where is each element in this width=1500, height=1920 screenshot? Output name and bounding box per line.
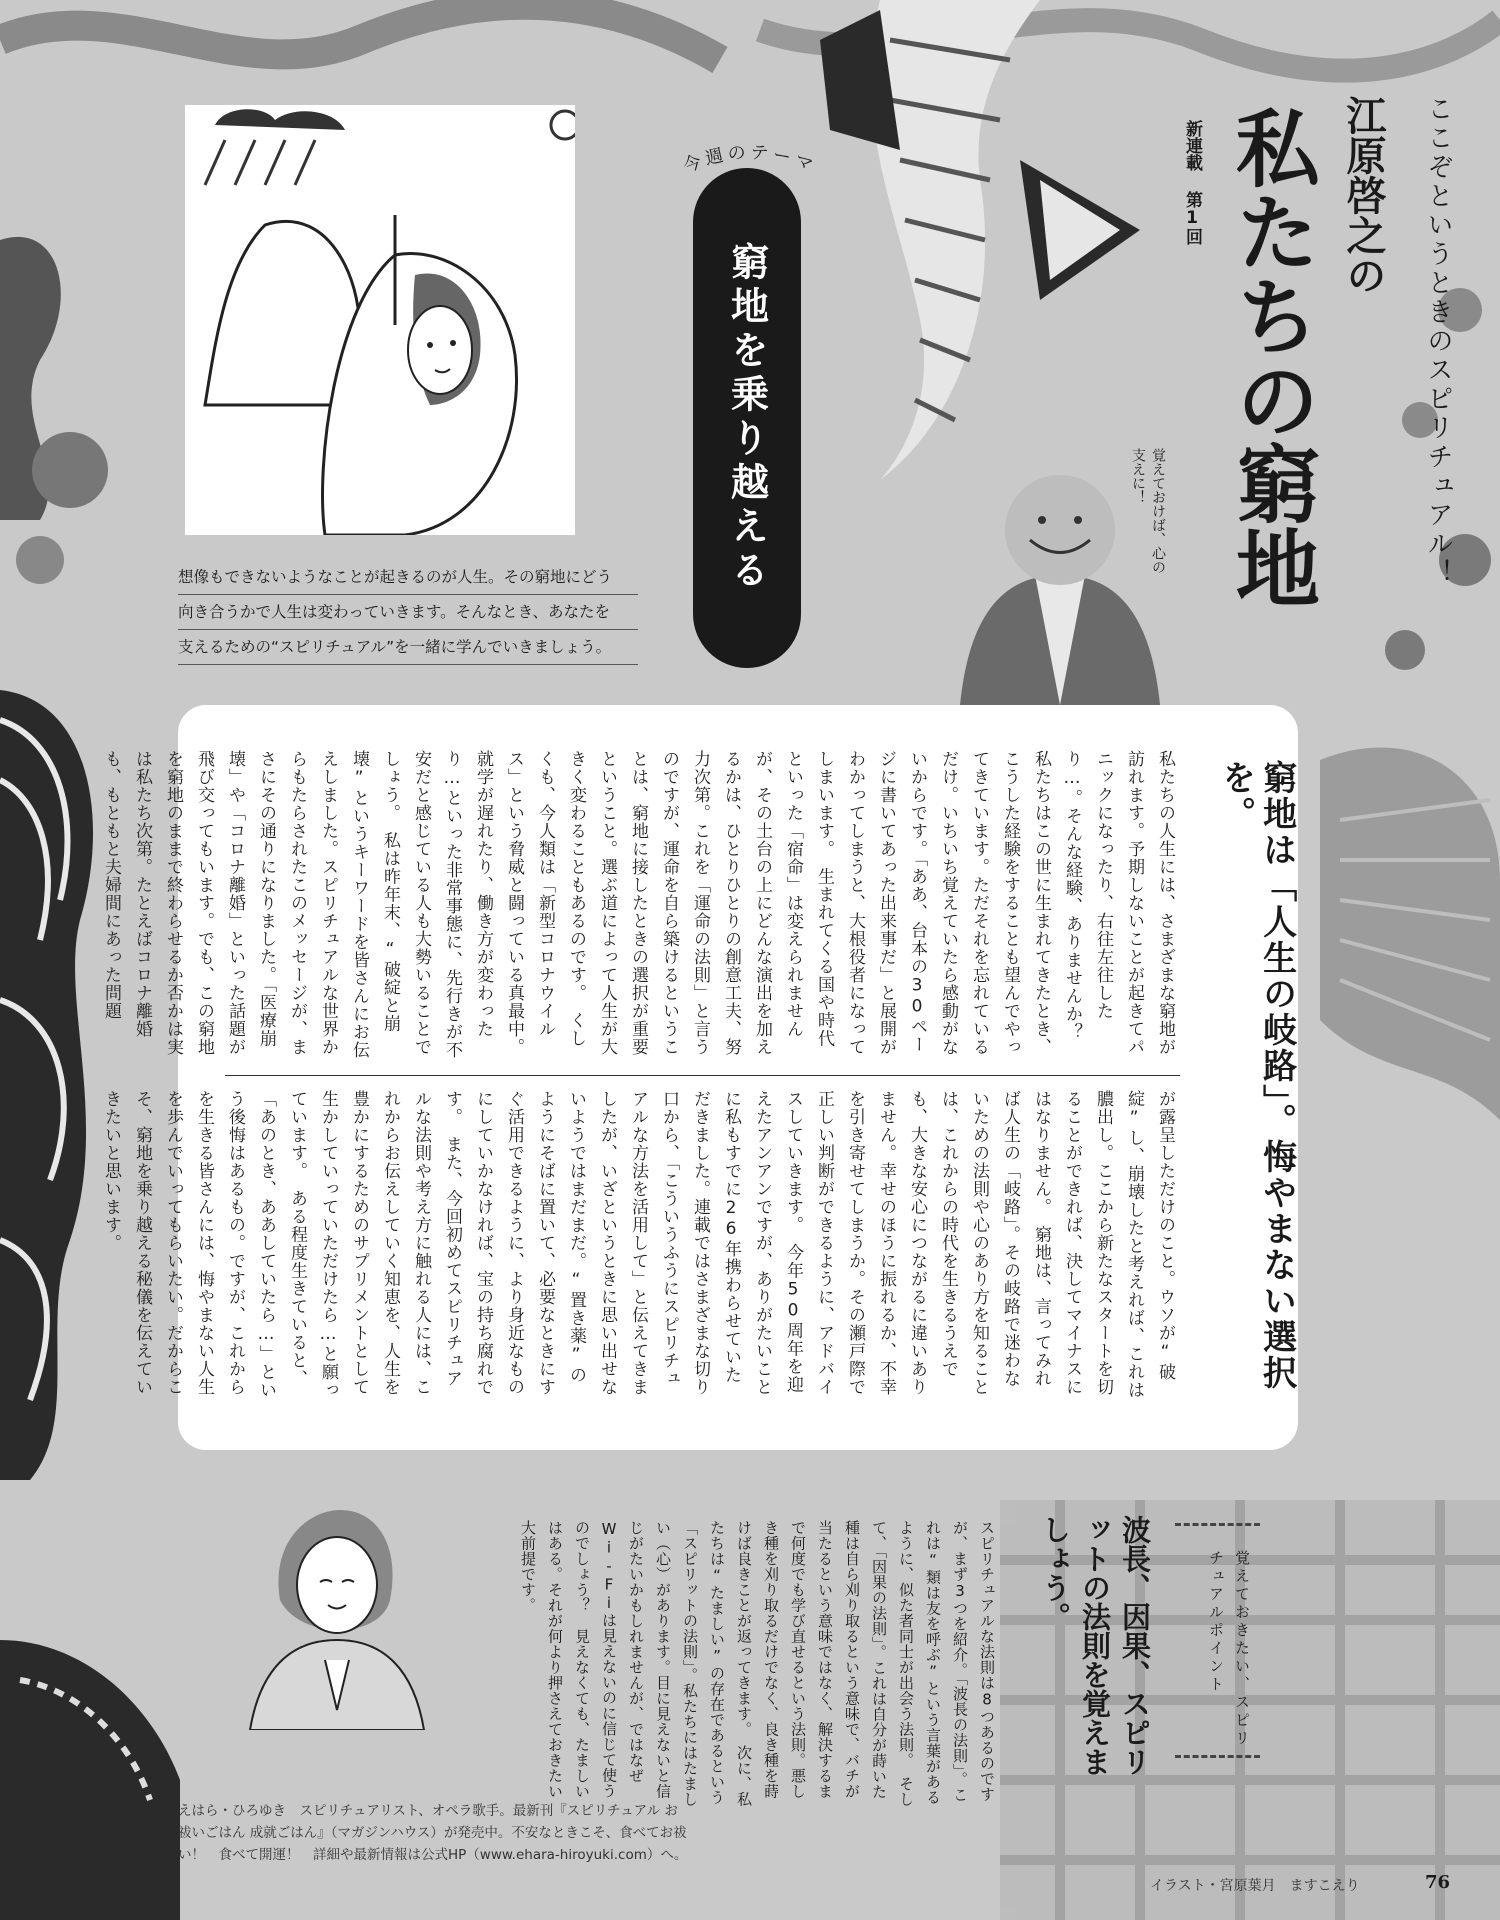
article-headline: 窮地は「人生の岐路」。悔やまない選択を。 xyxy=(1215,760,1297,1391)
illustration-credits: イラスト・宮原葉月 ますこえり xyxy=(1150,1878,1360,1894)
page-number: 76 xyxy=(1425,1872,1451,1893)
lead-line: 想像もできないようなことが起きるのが人生。その窮地にどう xyxy=(178,560,638,595)
point-body: スピリチュアルな法則は8つあるのですが、まず3つを紹介。「波長の法則」。これは“類は友を呼ぶ”という言葉があるように、似た者同士が出会う法則。 そして、「因果の法則」。これは自分が蒔いた種は自ら刈り取るという意味で、バチが当たるという意味ではなく、解決するまで何度でも学び直せるという法則。悪しき種を刈り取るだけでなく、良き種を蒔けば良きことが返ってきます。 次に、私たちは“たましい”の存在であるという「スピリットの法則」。私たちにはたましい（心）があります。目に見えないと信じがたいかもしれませんが、ではなぜWi-Fiは見えないのに信じて使うのでしょう？ 見えなくても、たましいはある。それが何より押さえておきたい大前提です。 xyxy=(519,1520,996,1807)
bio-line: 祓いごはん 成就ごはん』（マガジンハウス）が発売中。不安なときこそ、食べてお祓 xyxy=(178,1825,687,1841)
point-rule-bottom xyxy=(1175,1755,1260,1758)
article-body-upper: 私たちの人生には、さまざまな窮地が訪れます。予期しないことが起きてパニックになったり、右往左往したり…。そんな経験、ありませんか？ 私たちはこの世に生まれてきたとき、こうした経験をすることも望んでやってきています。ただそれを忘れているだけ。いちいち覚えていたら感動がないからです。「ああ、台本の30ページに書いてあった出来事だ」と展開がわかってしまうと、大根役者になってしまいます。 生まれてくる国や時代といった「宿命」は変えられませんが、その土台の上にどんな演出を加えるかは、ひとりひとりの創意工夫、努力次第。これを「運命の法則」と言うのですが、運命を自ら築けるということは、窮地に接したときの選択が重要ということ。選ぶ道によって人生が大きく変わることもあるのです。 くしくも、今人類は「新型コロナウイルス」という脅威と闘っている真最中。就学が遅れたり、働き方が変わったり…といった非常事態に、先行きが不安だと感じている人も大勢いることでしょう。 私は昨年末、“破綻と崩壊”というキーワードを皆さんにお伝えしました。スピリチュアルな世界からもたらされたこのメッセージが、まさにその通りになりました。「医療崩壊」や「コロナ離婚」といった話題が飛び交ってもいます。でも、この窮地を窮地のままで終わらせるか否かは実は私たち次第。たとえばコロナ離婚も、もともと夫婦間にあった問題 xyxy=(101,750,1175,1059)
lead-paragraph xyxy=(178,560,638,665)
theme-title: 窮地を乗り越える xyxy=(724,242,770,594)
theme-label: 今週のテーマ xyxy=(680,142,820,178)
article-column-divider xyxy=(225,1075,1180,1076)
photo-caption: 覚えておけば、心の支えに！ xyxy=(1130,448,1166,574)
bio-line: えはら・ひろゆき スピリチュアリスト、オペラ歌手。最新刊『スピリチュアル お xyxy=(178,1803,678,1819)
point-title: 波長、因果、スピリットの法則を覚えましょう。 xyxy=(1038,1515,1152,1776)
point-rule-top xyxy=(1175,1523,1260,1526)
series-label: 新連載 第1回 xyxy=(1182,120,1202,245)
series-title: 私たちの窮地 xyxy=(1222,105,1322,609)
praying-girl-illustration xyxy=(240,1500,430,1730)
kicker-text: ここぞというときのスピリチュアル！ xyxy=(1423,95,1453,588)
storm-girl-illustration xyxy=(185,105,575,535)
series-author-line: 江原啓之の xyxy=(1340,95,1387,295)
article-body-lower: が露呈しただけのこと。ウソが“破綻”し、崩壊したと考えれば、これは膿出し。ここから新たなスタートを切ることができれば、決してマイナスにはなりません。 窮地は、言ってみれば人生の「岐路」。その岐路で迷わないための法則や心のあり方を知ることは、これからの時代を生きるうえでも、大きな安心につながるに違いありません。幸せのほうに振れるか、不幸を引き寄せてしまうか。その瀬戸際で正しい判断ができるように、アドバイスしていきます。 今年50周年を迎えたアンアンですが、ありがたいことに私もすでに26年携わらせていただきました。連載ではさまざまな切り口から、「こういうふうにスピリチュアルな方法を活用して」と伝えてきましたが、いざというときに思い出せないようではまだまだ。“置き薬”のようにそばに置いて、必要なときにすぐ活用できるように、より身近なものにしていかなければ、宝の持ち腐れです。 また、今回初めてスピリチュアルな法則や考え方に触れる人には、これからお伝えしていく知恵を、人生を豊かにするためのサプリメントとして生かしていっていただけたら…と願っています。 ある程度生きていると、「あのとき、ああしていたら…」という後悔はあるもの。ですが、これからを生きる皆さんには、悔やまない人生を歩んでいってもらいたい。だからこそ、窮地を乗り越える秘儀を伝えていきたいと思います。 xyxy=(101,1090,1175,1399)
theme-pill xyxy=(693,168,801,668)
lead-line: 向き合うかで人生は変わっていきます。そんなとき、あなたを xyxy=(178,595,638,630)
lead-line: 支えるための“スピリチュアル”を一緒に学んでいきましょう。 xyxy=(178,630,638,665)
point-label: 覚えておきたい、スピリチュアルポイント xyxy=(1207,1550,1251,1748)
author-bio xyxy=(178,1800,718,1866)
bio-line: い！ 食べて開運！ 詳細や最新情報は公式HP（www.ehara-hiroyuki.com）へ。 xyxy=(178,1847,688,1863)
